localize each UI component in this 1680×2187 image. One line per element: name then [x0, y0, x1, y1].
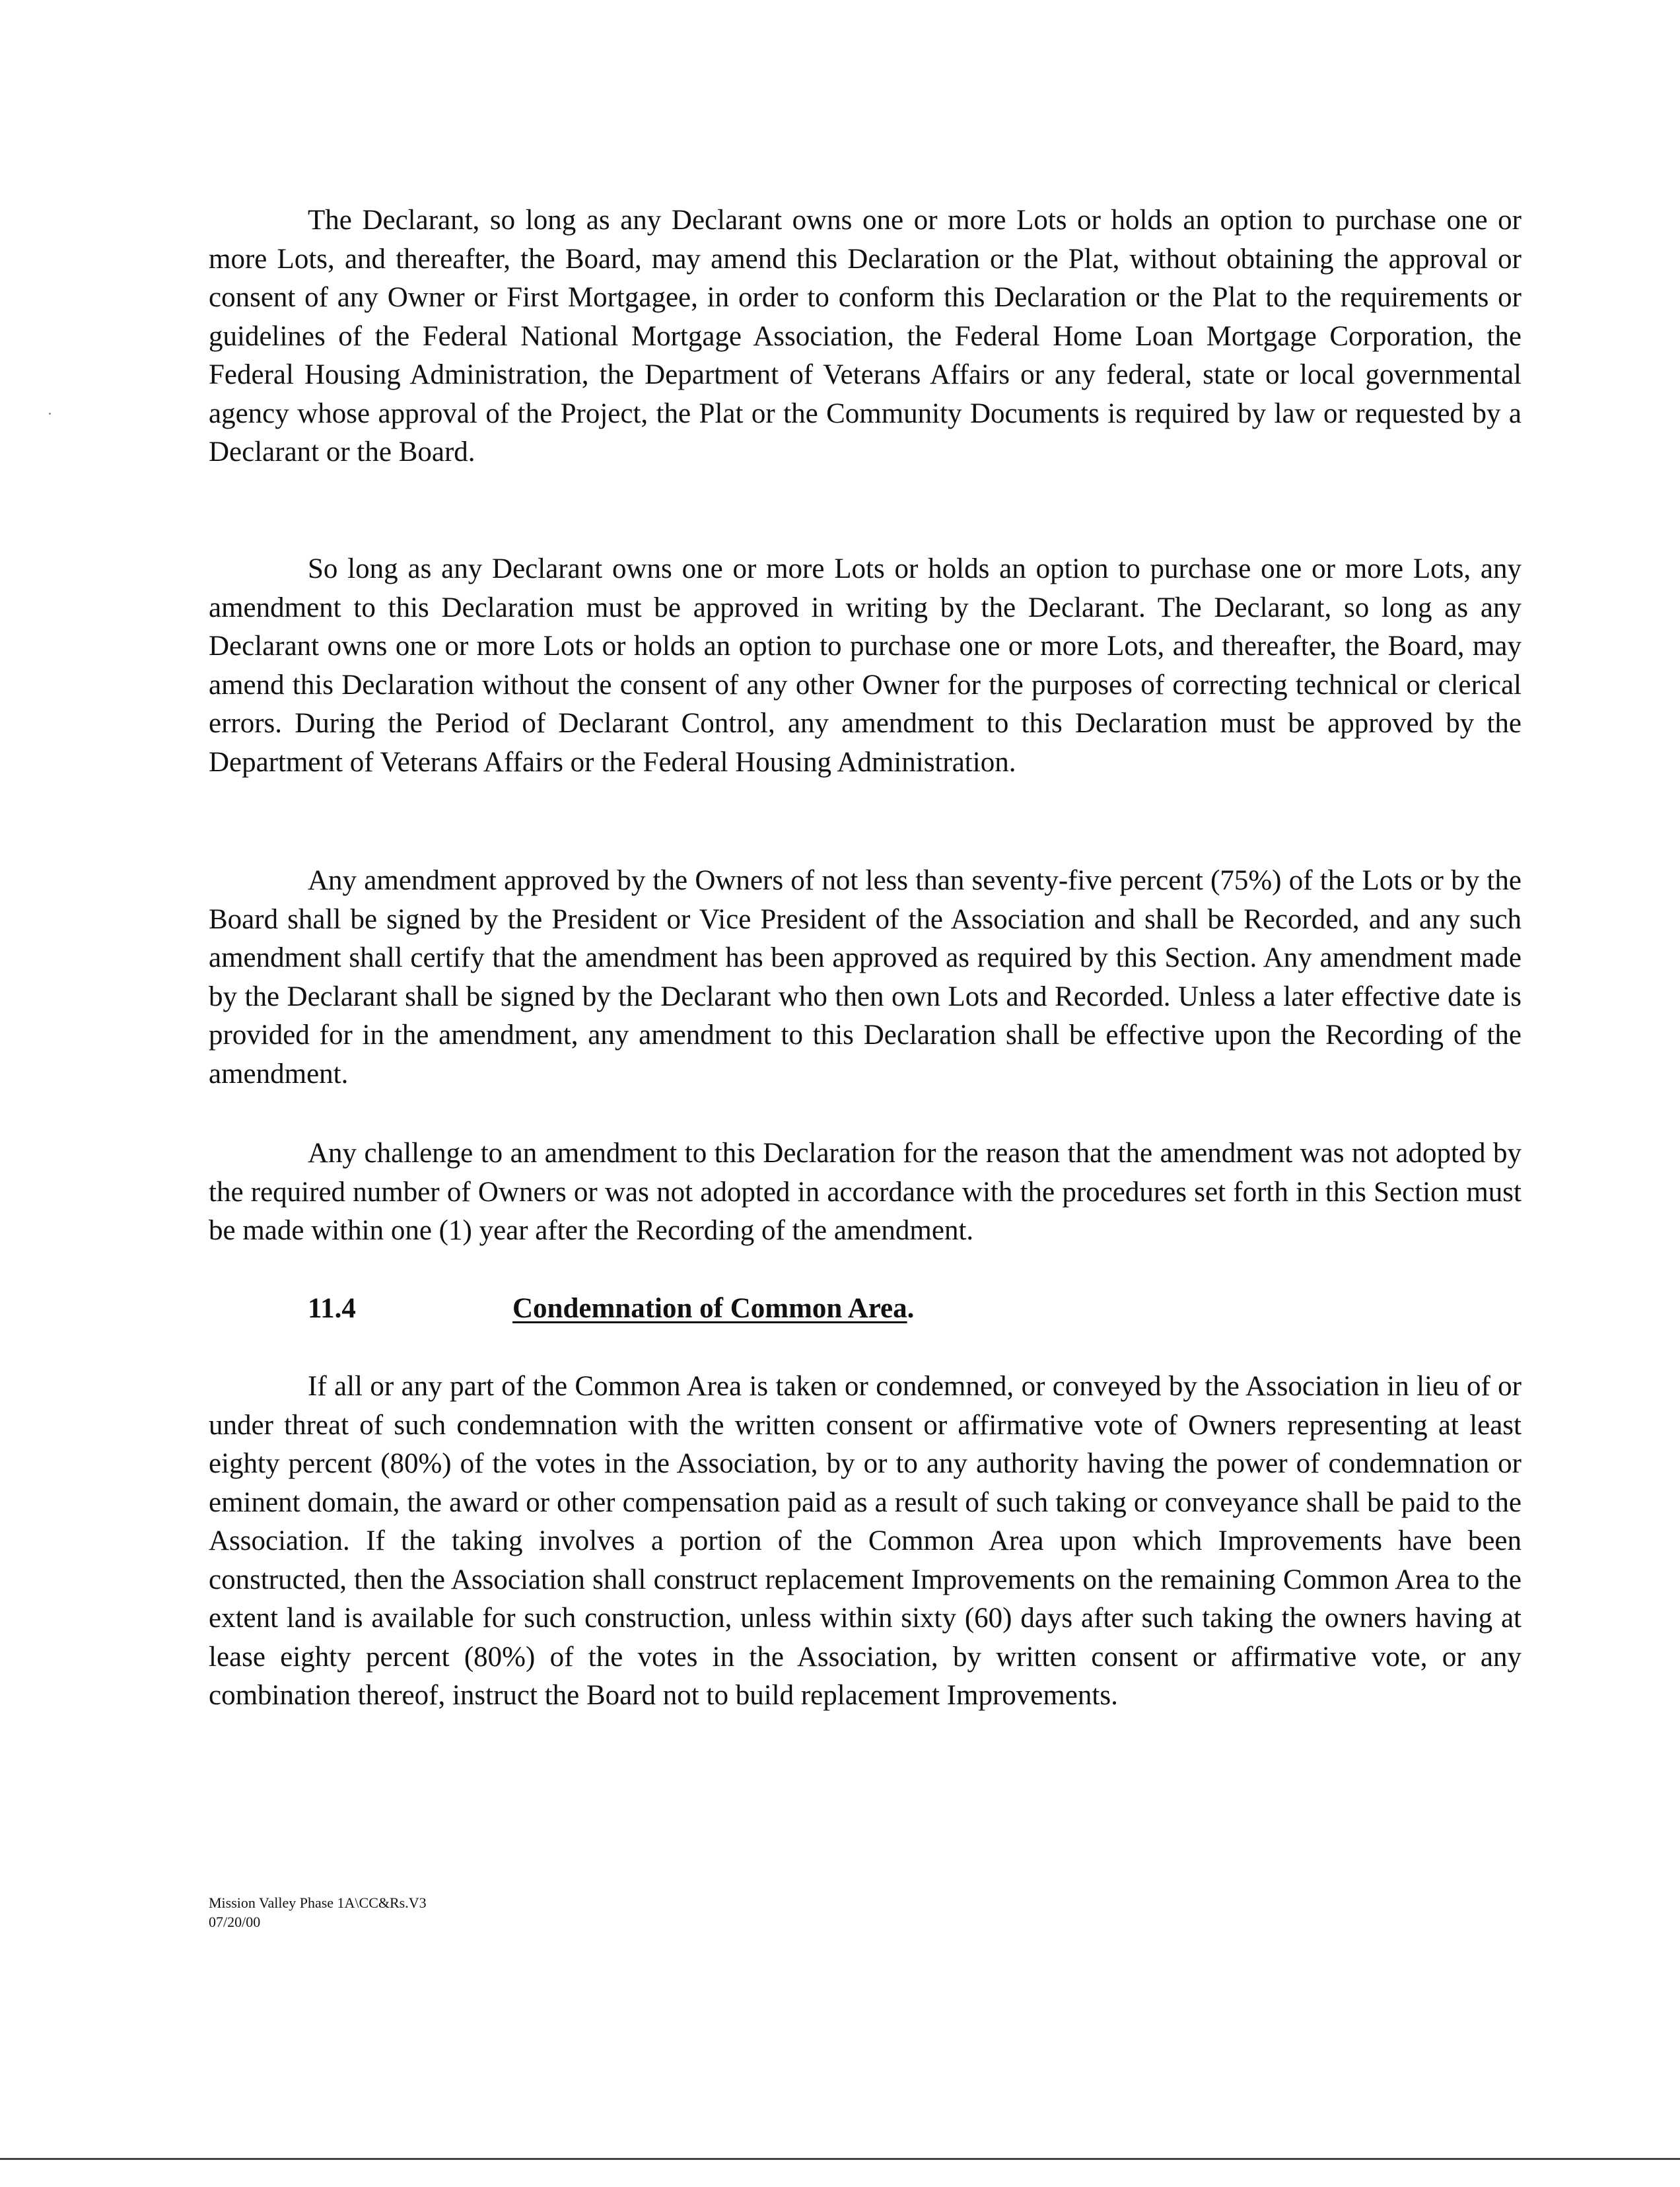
section-heading — [308, 1290, 914, 1328]
document-footer — [209, 1893, 427, 1931]
footer-file-reference: Mission Valley Phase 1A\CC&Rs.V3 — [209, 1894, 427, 1911]
section-title-period: . — [907, 1293, 915, 1324]
section-title: Condemnation of Common Area — [512, 1293, 907, 1324]
scan-speck — [49, 413, 51, 415]
paragraph-declarant-approval: So long as any Declarant owns one or more Lots or holds an option to purchase one or more Lots, any amendment to this Declaration must be approved in writing by the Declarant. The Declarant, so long as any Declarant owns one or more Lots or holds an option to purchase one or more Lots, and thereafter, the Board, may amend this Declaration without the consent of any other Owner for the purposes of correcting technical or clerical errors. During the Period of Declarant Control, any amendment to this Declaration must be approved by the Department of Veterans Affairs or the Federal Housing Administration. — [209, 553, 1522, 778]
paragraph-amendment-challenge: Any challenge to an amendment to this Declaration for the reason that the amendment was not adopted by the required number of Owners or was not adopted in accordance with the procedures set forth in this Section must be made within one (1) year after the Recording of the amendment. — [209, 1138, 1522, 1246]
paragraph-amendment-signing: Any amendment approved by the Owners of not less than seventy-five percent (75%) of the Lots or by the Board shall be signed by the President or Vice President of the Association and shall be Recorded, and any such amendment shall certify that the amendment has been approved as required by this Section. Any amendment made by the Declarant shall be signed by the Declarant who then own Lots and Recorded. Unless a later effective date is provided for in the amendment, any amendment to this Declaration shall be effective upon the Recording of the amendment. — [209, 865, 1522, 1090]
section-number: 11.4 — [308, 1293, 356, 1324]
paragraph-condemnation: If all or any part of the Common Area is taken or condemned, or conveyed by the Association in lieu of or under threat of such condemnation with the written consent or affirmative vote of Owners representing at least eighty percent (80%) of the votes in the Association, by or to any authority having the power of condemnation or eminent domain, the award or other compensation paid as a result of such taking or conveyance shall be paid to the Association. If the taking involves a portion of the Common Area upon which Improvements have been constructed, then the Association shall construct replacement Improvements on the remaining Common Area to the extent land is available for such construction, unless within sixty (60) days after such taking the owners having at lease eighty percent (80%) of the votes in the Association, by written consent or affirmative vote, or any combination thereof, instruct the Board not to build replacement Improvements. — [209, 1371, 1522, 1711]
scan-edge-rule — [0, 2158, 1680, 2160]
footer-date: 07/20/00 — [209, 1914, 261, 1930]
paragraph-declarant-amend-conform: The Declarant, so long as any Declarant owns one or more Lots or holds an option to purchase one or more Lots, and thereafter, the Board, may amend this Declaration or the Plat, without obtaining the approval or consent of any Owner or First Mortgagee, in order to conform this Declaration or the Plat to the requirements or guidelines of the Federal National Mortgage Association, the Federal Home Loan Mortgage Corporation, the Federal Housing Administration, the Department of Veterans Affairs or any federal, state or local governmental agency whose approval of the Project, the Plat or the Community Documents is required by law or requested by a Declarant or the Board. — [209, 205, 1522, 468]
